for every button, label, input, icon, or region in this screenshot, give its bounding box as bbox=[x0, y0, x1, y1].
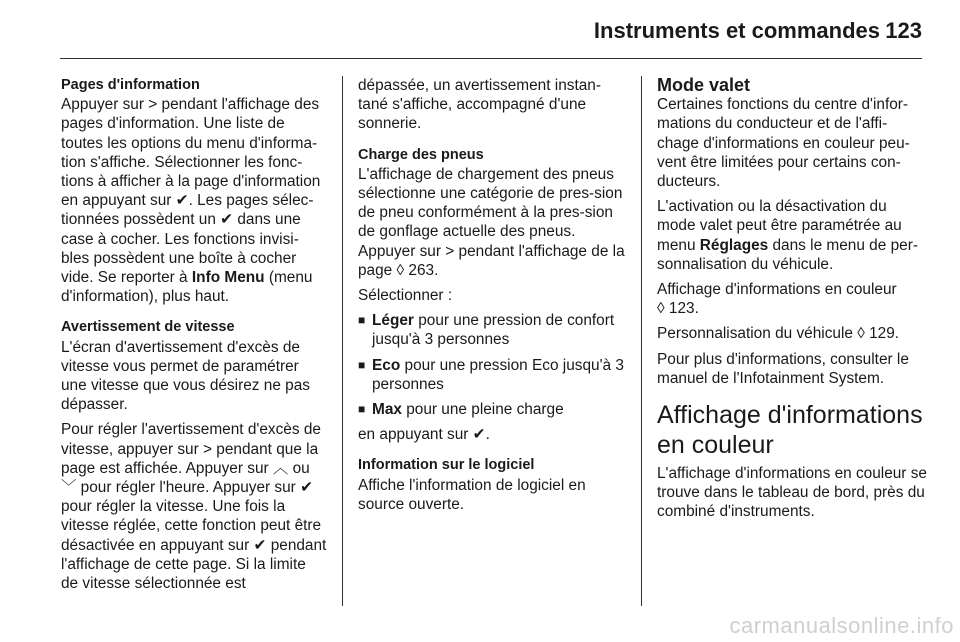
paragraph bbox=[358, 425, 630, 444]
text: pour une pression Eco jusqu'à 3 personnes bbox=[372, 356, 624, 393]
option-term: Eco bbox=[372, 356, 401, 374]
chevron-down-icon: ﹀ bbox=[61, 479, 77, 497]
column-1 bbox=[61, 76, 327, 599]
chevron-right-icon: > bbox=[203, 440, 213, 458]
header-title: Instruments et commandes bbox=[593, 18, 880, 43]
text: ou bbox=[288, 459, 310, 477]
chevron-right-icon: > bbox=[148, 96, 158, 114]
option-term: Max bbox=[372, 401, 402, 419]
chevron-up-icon: ︿ bbox=[272, 459, 289, 477]
page-reference: 129 bbox=[869, 325, 895, 343]
text: Appuyer sur bbox=[61, 96, 149, 114]
text: L'affichage de chargement des pneus sélectionne une catégorie de pres-sion de pneu conformément à la pres-sion de gonflage actuelle des pneus. Appuyer sur bbox=[358, 165, 623, 260]
text: . bbox=[894, 325, 900, 343]
text: pendant que la page est affichée. Appuyer sur bbox=[61, 440, 319, 477]
text: . bbox=[485, 426, 490, 444]
column-3 bbox=[657, 76, 929, 528]
paragraph bbox=[657, 197, 929, 274]
paragraph bbox=[657, 280, 929, 318]
paragraph bbox=[61, 95, 327, 306]
section-heading-color-display: Affichage d'informations en couleur bbox=[657, 401, 923, 460]
check-icon: ✔ bbox=[300, 479, 313, 497]
text: (menu d'information), plus haut. bbox=[61, 269, 313, 306]
page-number: 123 bbox=[885, 18, 922, 43]
menu-reference: Info Menu bbox=[191, 269, 265, 287]
check-icon: ✔ bbox=[472, 426, 486, 444]
text: dans le menu de per-sonnalisation du véhicule. bbox=[657, 236, 918, 273]
text: L'activation ou la désactivation du mode valet peut être paramétrée au menu bbox=[657, 198, 902, 254]
paragraph: Certaines fonctions du centre d'infor-mations du conducteur et de l'affi-chage d'informations en couleur peu-vent être limitées pour certains con-ducteurs. bbox=[657, 96, 910, 191]
menu-reference: Réglages bbox=[699, 236, 769, 254]
chevron-right-icon: > bbox=[445, 242, 455, 260]
section-heading-tire-load: Charge des pneus bbox=[358, 146, 484, 163]
list-item bbox=[358, 311, 630, 349]
page-reference: 123 bbox=[668, 300, 695, 318]
check-icon: ✔ bbox=[220, 211, 234, 229]
option-term: Léger bbox=[372, 312, 414, 330]
option-list bbox=[358, 311, 630, 419]
paragraph: L'affichage d'informations en couleur se trouve dans le tableau de bord, près du combiné d'instruments. bbox=[657, 465, 927, 521]
column-divider bbox=[641, 76, 642, 606]
paragraph: L'écran d'avertissement d'excès de vitesse vous permet de paramétrer une vitesse que vous désirez ne pas dépasser. bbox=[61, 338, 310, 414]
section-heading-software-info: Information sur le logiciel bbox=[358, 457, 535, 474]
text: pour une pleine charge bbox=[401, 401, 564, 419]
text: dans une case à cocher. Les fonctions invisi-bles possèdent une boîte à cocher vide. Se reporter à bbox=[61, 211, 301, 287]
list-item bbox=[358, 356, 630, 394]
paragraph: Pour plus d'informations, consulter le manuel de l'Infotainment System. bbox=[657, 350, 909, 387]
check-icon: ✔ bbox=[175, 192, 189, 210]
section-heading-info-pages: Pages d'information bbox=[61, 77, 200, 93]
paragraph: Sélectionner : bbox=[358, 287, 453, 305]
text: Pour régler l'avertissement d'excès de vitesse, appuyer sur bbox=[61, 421, 321, 458]
paragraph bbox=[61, 420, 327, 593]
page-reference: 263 bbox=[408, 261, 435, 279]
paragraph bbox=[358, 165, 630, 280]
column-2 bbox=[358, 76, 630, 520]
section-heading-valet-mode: Mode valet bbox=[657, 75, 751, 95]
text: en appuyant sur bbox=[358, 426, 473, 444]
reference-icon: ◊ bbox=[657, 300, 665, 318]
text: . bbox=[694, 300, 699, 318]
header-rule bbox=[60, 58, 922, 59]
watermark: carmanualsonline.info bbox=[729, 613, 954, 638]
text: . bbox=[434, 261, 439, 279]
text: pour régler l'heure. Appuyer sur bbox=[76, 479, 301, 497]
reference-icon: ◊ bbox=[857, 325, 865, 343]
text: pour une pression de confort jusqu'à 3 personnes bbox=[372, 312, 615, 349]
text: pendant l'affichage des pages d'information. Une liste de toutes les options du menu d'informa-tion s'affiche. Sélectionner les fonc-tions à afficher à la page d'information en appuyant sur bbox=[61, 96, 321, 210]
text: pendant l'affichage de cette page. Si la limite de vitesse sélectionnée est bbox=[61, 536, 327, 593]
paragraph bbox=[657, 324, 929, 343]
text: Affichage d'informations en couleur bbox=[657, 281, 897, 299]
text: pendant l'affichage de la page bbox=[358, 242, 625, 279]
paragraph: dépassée, un avertissement instan-tané s'affiche, accompagné d'une sonnerie. bbox=[358, 77, 601, 133]
section-heading-speed-warning: Avertissement de vitesse bbox=[61, 319, 235, 336]
check-icon: ✔ bbox=[253, 536, 267, 554]
page-header bbox=[0, 0, 960, 64]
text: Personnalisation du véhicule bbox=[657, 325, 858, 343]
reference-icon: ◊ bbox=[396, 261, 405, 279]
list-item bbox=[358, 400, 630, 419]
text: pour régler la vitesse. Une fois la vitesse réglée, cette fonction peut être désactivée en appuyant sur bbox=[61, 498, 322, 554]
paragraph: Affiche l'information de logiciel en source ouverte. bbox=[358, 476, 586, 513]
column-divider bbox=[342, 76, 343, 606]
text: . Les pages sélec-tionnées possèdent un bbox=[61, 192, 314, 229]
